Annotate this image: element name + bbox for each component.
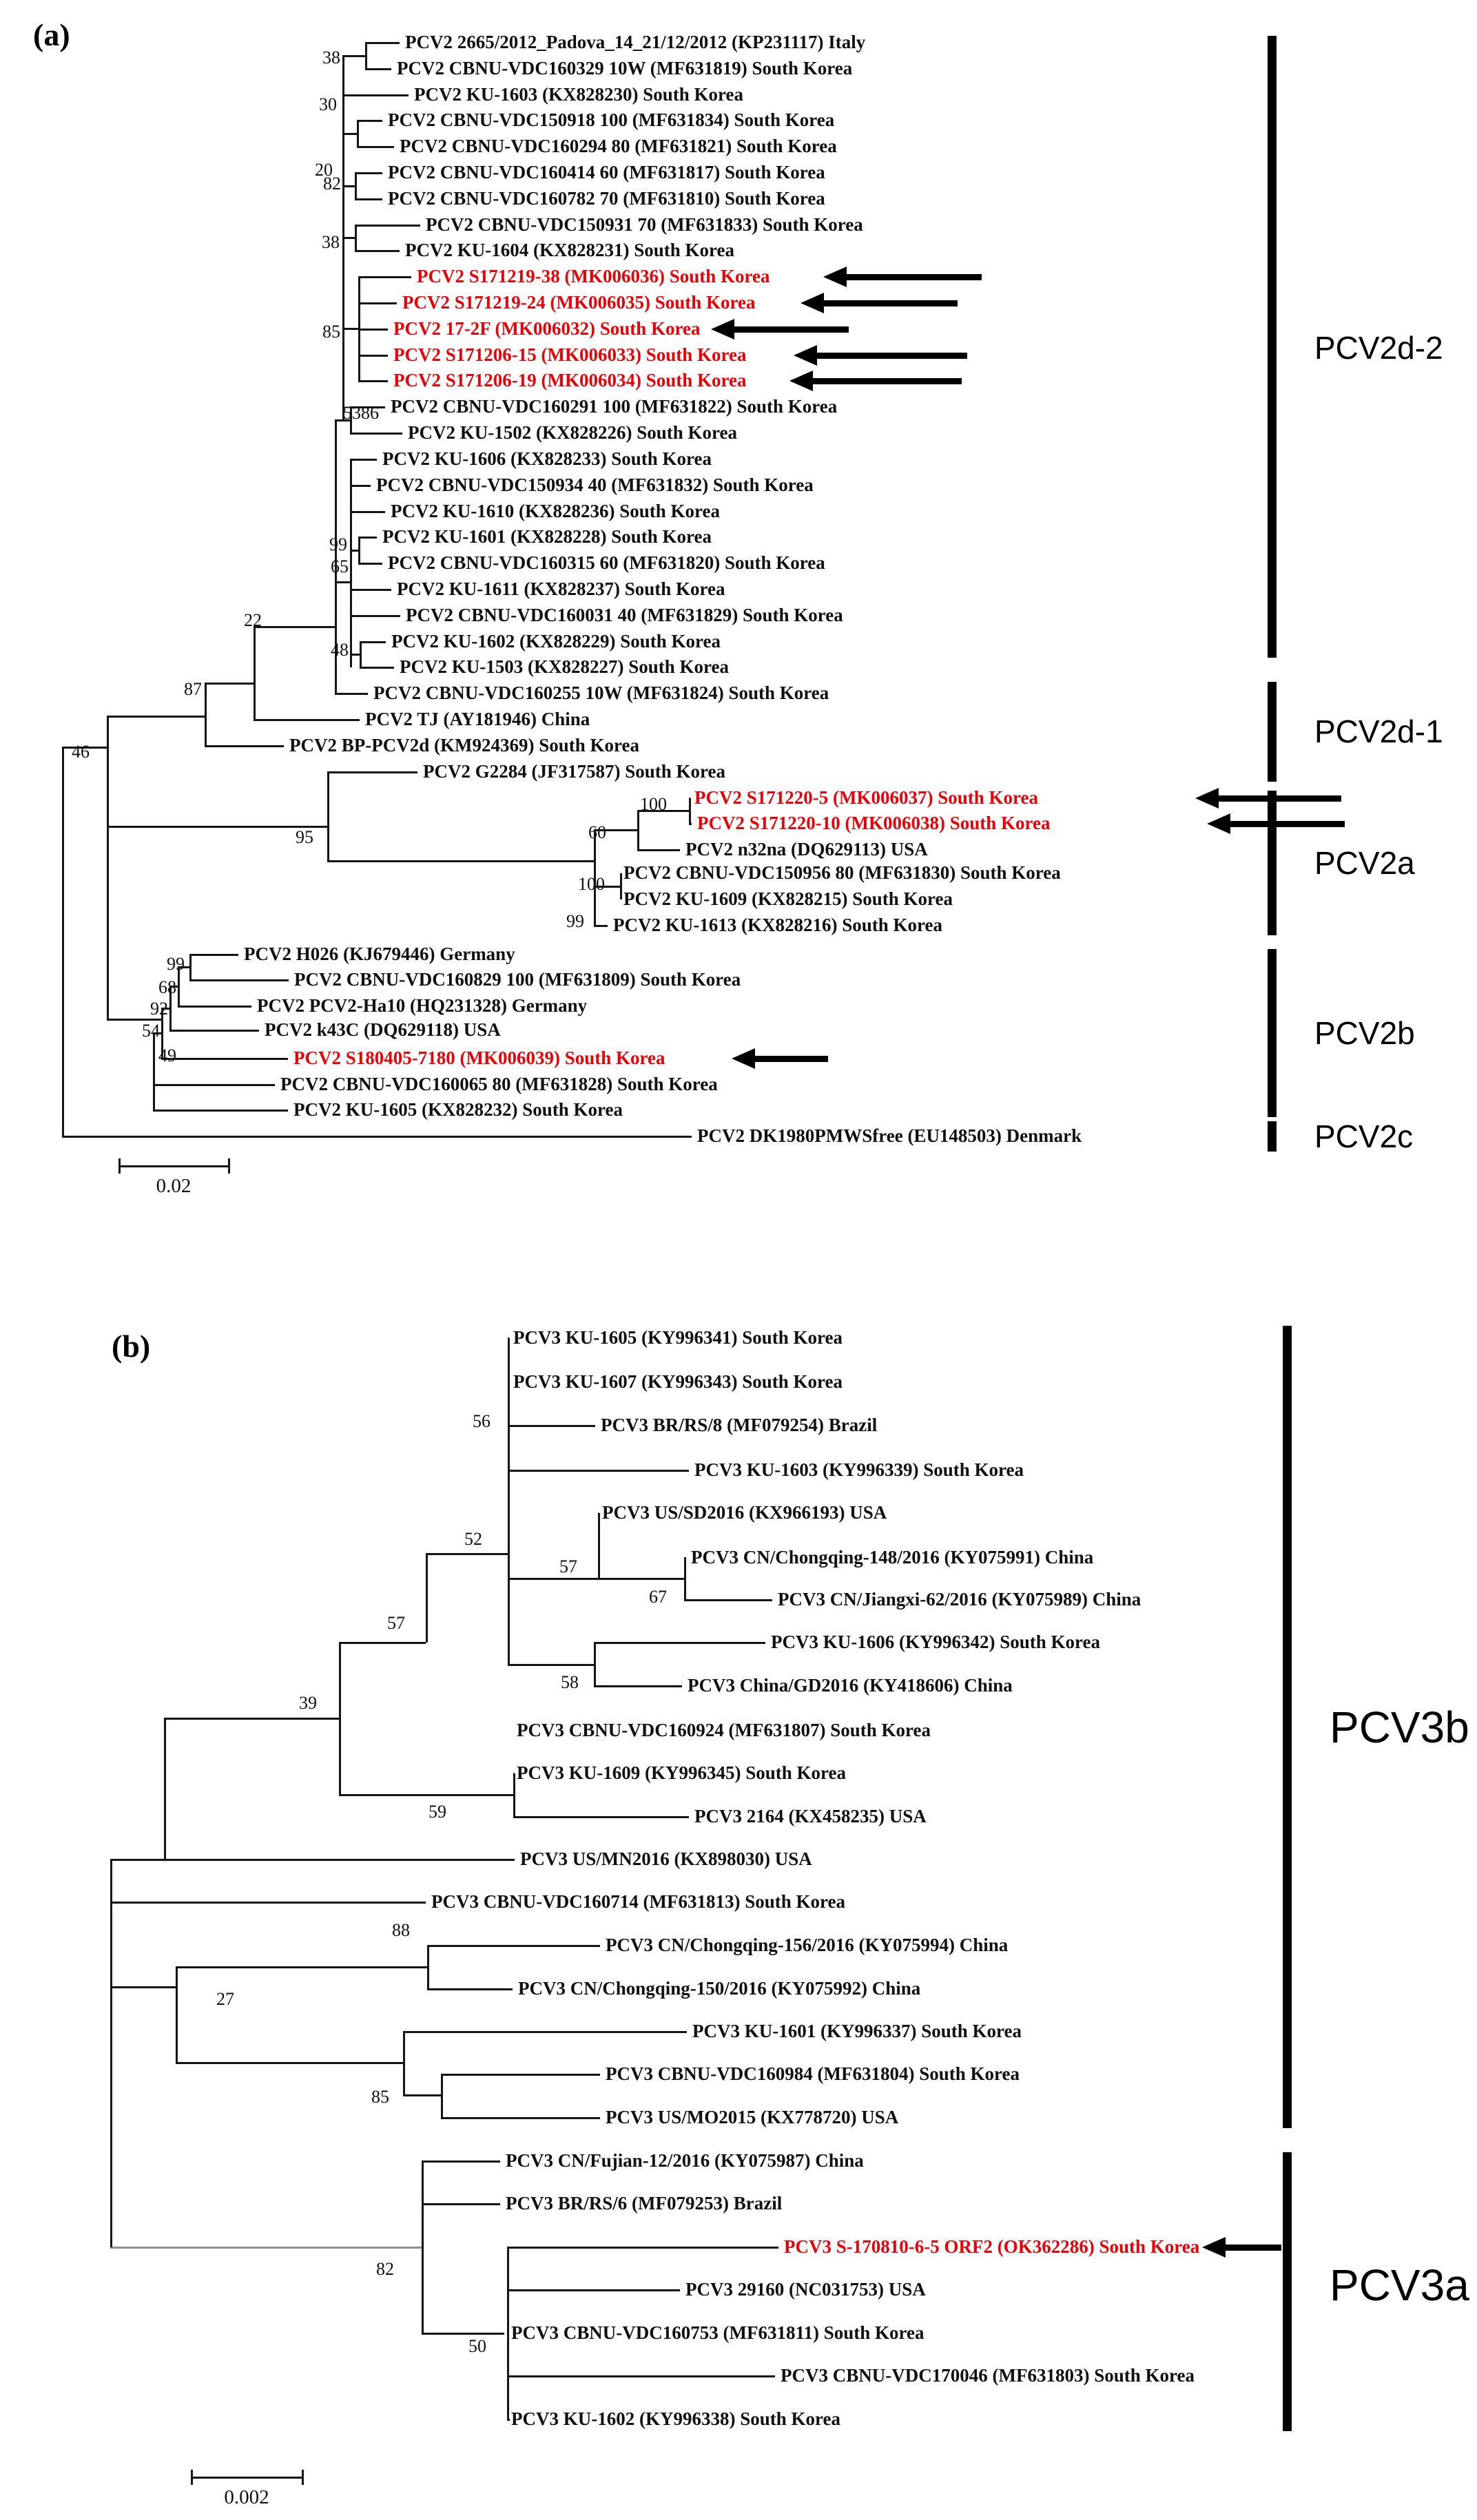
taxon-label: PCV2 CBNU-VDC150918 100 (MF631834) South Korea (388, 109, 835, 130)
tree-branch-hline (508, 1425, 595, 1427)
arrow-head (1207, 813, 1230, 834)
tree-branch-vline (422, 2161, 424, 2333)
taxon-label: PCV3 KU-1605 (KY996341) South Korea (513, 1326, 843, 1348)
bootstrap-value: 53 (343, 403, 361, 423)
tree-branch-vline (594, 1643, 596, 1686)
taxon-label: PCV3 US/MN2016 (KX898030) USA (520, 1848, 812, 1869)
taxon-label: PCV3 KU-1607 (KY996343) South Korea (513, 1371, 843, 1392)
bootstrap-value: 92 (150, 999, 168, 1019)
clade-label: PCV2a (1314, 845, 1415, 881)
arrow-shaft (1226, 2245, 1281, 2251)
scale-bar-tick (302, 2470, 304, 2485)
tree-branch-vline (507, 2247, 509, 2419)
bootstrap-value: 39 (299, 1693, 317, 1713)
bootstrap-value: 99 (566, 911, 584, 931)
clade-label: PCV2c (1314, 1118, 1414, 1154)
tree-branch-vline (357, 121, 359, 147)
tree-branch-hline (441, 2074, 600, 2076)
scale-bar (118, 1165, 229, 1167)
clade-label: PCV2d-2 (1314, 330, 1443, 366)
taxon-label-highlighted: PCV3 S-170810-6-5 ORF2 (OK362286) South Korea (784, 2236, 1200, 2257)
taxon-label: PCV3 KU-1606 (KY996342) South Korea (771, 1631, 1100, 1652)
tree-branch-vline (189, 955, 192, 980)
taxon-label: PCV2 CBNU-VDC150931 70 (MF631833) South Korea (426, 214, 863, 235)
tree-branch-hline (594, 1685, 682, 1687)
tree-branch-hline (422, 2333, 504, 2335)
arrow-head (1202, 2237, 1226, 2258)
taxon-label: PCV3 CN/Jiangxi-62/2016 (KY075989) China (778, 1588, 1142, 1610)
tree-branch-vline (426, 1554, 428, 1643)
taxon-label: PCV2 CBNU-VDC160294 80 (MF631821) South Korea (400, 135, 837, 156)
tree-branch-hline (339, 1794, 513, 1796)
tree-branch-hline (684, 1599, 772, 1601)
tree-branch-hline (637, 849, 680, 851)
arrow-head (801, 293, 824, 313)
bootstrap-value: 46 (72, 742, 90, 762)
tree-branch-vline (508, 1338, 510, 1665)
tree-branch-hline (365, 42, 400, 44)
taxon-label: PCV3 2164 (KX458235) USA (694, 1805, 927, 1826)
bootstrap-value: 57 (559, 1556, 577, 1576)
tree-branch-hline (403, 2094, 441, 2096)
taxon-label: PCV3 KU-1602 (KY996338) South Korea (511, 2408, 840, 2429)
tree-branch-hline (358, 276, 411, 278)
tree-branch-vline (62, 747, 64, 1136)
taxon-label-highlighted: PCV2 S171206-19 (MK006034) South Korea (393, 369, 747, 391)
arrow-shaft (1230, 821, 1345, 827)
tree-branch-hline (335, 581, 350, 583)
tree-branch-vline (358, 537, 360, 563)
tree-branch-hline (110, 1859, 164, 1861)
tree-branch-hline (594, 925, 608, 927)
tree-branch-hline (350, 589, 391, 591)
tree-branch-hline (342, 328, 358, 330)
tree-branch-vline (342, 56, 344, 420)
taxon-label: PCV2 KU-1613 (KX828216) South Korea (613, 914, 942, 935)
tree-branch-hline (327, 860, 594, 862)
scale-bar-tick (191, 2470, 193, 2485)
arrow-head (711, 319, 734, 340)
taxon-label: PCV3 CBNU-VDC160924 (MF631807) South Korea (517, 1719, 931, 1740)
taxon-label: PCV3 CN/Chongqing-156/2016 (KY075994) China (606, 1934, 1009, 1955)
tree-branch-hline (426, 1553, 508, 1555)
tree-branch-hline (507, 2247, 778, 2249)
clade-label: PCV3b (1330, 1702, 1469, 1752)
taxon-label: PCV2 CBNU-VDC160414 60 (MF631817) South Korea (388, 161, 825, 183)
tree-branch-hline (441, 2117, 600, 2119)
bootstrap-value: 87 (184, 679, 202, 699)
tree-branch-hline (422, 2160, 500, 2163)
bootstrap-value: 99 (167, 954, 185, 974)
tree-branch-hline (205, 745, 284, 747)
tree-branch-hline (358, 380, 388, 382)
tree-branch-vline (598, 1513, 600, 1579)
taxon-label: PCV2 TJ (AY181946) China (365, 708, 590, 729)
tree-branch-hline (427, 1988, 513, 1990)
bootstrap-value: 67 (649, 1587, 667, 1607)
clade-bracket-bar (1283, 2152, 1292, 2431)
taxon-label: PCV3 KU-1601 (KY996337) South Korea (692, 2020, 1022, 2041)
tree-branch-hline (107, 716, 205, 718)
taxon-label: PCV3 KU-1603 (KY996339) South Korea (694, 1459, 1024, 1480)
taxon-label: PCV2 BP-PCV2d (KM924369) South Korea (289, 734, 639, 756)
tree-branch-hline (422, 2203, 500, 2205)
bootstrap-value: 20 (315, 160, 333, 180)
bootstrap-value: 50 (468, 2336, 486, 2356)
tree-branch-vline (110, 1860, 112, 2247)
bootstrap-value: 38 (322, 48, 340, 67)
tree-branch-vline (355, 173, 357, 199)
taxon-label: PCV3 CBNU-VDC160984 (MF631804) South Korea (606, 2063, 1020, 2084)
pointer-arrow-icon (1202, 2237, 1281, 2258)
tree-branch-vline (513, 1773, 515, 1817)
taxon-label: PCV2 KU-1604 (KX828231) South Korea (405, 239, 734, 260)
panel-a-label: (a) (33, 17, 70, 52)
tree-branch-hline (350, 485, 371, 487)
taxon-label-highlighted: PCV2 17-2F (MK006032) South Korea (393, 317, 701, 339)
bootstrap-value: 48 (331, 640, 349, 660)
tree-branch-hline (355, 172, 382, 174)
bootstrap-value: 59 (428, 1802, 446, 1822)
tree-branch-hline (507, 2289, 680, 2291)
arrow-shaft (847, 274, 982, 280)
tree-branch-hline (189, 979, 289, 981)
taxon-label: PCV3 29160 (NC031753) USA (685, 2278, 926, 2300)
tree-branch-hline (513, 1816, 689, 1818)
tree-branch-hline (350, 615, 400, 617)
bootstrap-value: 65 (331, 556, 349, 576)
taxon-label: PCV2 2665/2012_Padova_14_21/12/2012 (KP231117) Italy (405, 31, 866, 52)
tree-branch-vline (153, 1033, 155, 1110)
taxon-label: PCV3 CBNU-VDC170046 (MF631803) South Korea (781, 2364, 1195, 2386)
scale-bar-value: 0.02 (156, 1175, 192, 1197)
arrow-head (1195, 788, 1219, 809)
taxon-label: PCV3 BR/RS/8 (MF079254) Brazil (601, 1414, 878, 1435)
taxon-label: PCV2 CBNU-VDC150956 80 (MF631830) South Korea (623, 862, 1061, 883)
taxon-label: PCV2 KU-1601 (KX828228) South Korea (382, 525, 712, 547)
panel-b-label: (b) (112, 1329, 151, 1364)
clade-bracket-bar (1268, 682, 1277, 782)
tree-branch-hline (339, 1642, 426, 1644)
tree-branch-hline (164, 1718, 339, 1720)
tree-branch-hline (350, 459, 377, 461)
tree-branch-hline (365, 68, 391, 70)
arrow-head (823, 267, 847, 287)
clade-label: PCV3a (1330, 2260, 1469, 2310)
taxon-label: PCV2 KU-1606 (KX828233) South Korea (382, 448, 712, 469)
tree-branch-hline (355, 250, 400, 252)
scale-bar-tick (118, 1158, 121, 1174)
tree-branch-hline (254, 626, 335, 628)
taxon-label: PCV2 CBNU-VDC160031 40 (MF631829) South Korea (406, 604, 843, 625)
bootstrap-value: 27 (216, 1989, 234, 2009)
tree-branch-hline (427, 1945, 600, 1947)
tree-branch-hline (357, 120, 382, 122)
tree-branch-hline (178, 1006, 251, 1008)
clade-bracket-bar (1268, 949, 1277, 1117)
bootstrap-value: 22 (244, 610, 262, 630)
taxon-label: PCV2 KU-1605 (KX828232) South Korea (293, 1098, 623, 1120)
tree-branch-hline (327, 771, 417, 773)
tree-branch-vline (620, 873, 622, 899)
tree-branch-vline (427, 1946, 429, 1989)
tree-branch-hline (110, 2247, 422, 2249)
taxon-label: PCV3 China/GD2016 (KY418606) China (688, 1674, 1013, 1696)
tree-branch-vline (107, 716, 109, 1019)
tree-branch-hline (107, 826, 327, 828)
tree-branch-vline (637, 811, 639, 850)
tree-branch-hline (110, 1902, 426, 1904)
tree-branch-vline (205, 683, 207, 746)
tree-branch-hline (164, 1859, 515, 1861)
bootstrap-value: 99 (329, 534, 347, 554)
arrow-shaft (1219, 795, 1341, 802)
tree-branch-vline (164, 1718, 166, 1860)
tree-branch-vline (254, 627, 256, 720)
tree-branch-vline (339, 1643, 341, 1795)
tree-branch-hline (360, 667, 394, 669)
taxon-label: PCV2 CBNU-VDC160329 10W (MF631819) South Korea (397, 57, 853, 79)
taxon-label: PCV2 CBNU-VDC160782 70 (MF631810) South Korea (388, 187, 825, 209)
tree-branch-hline (358, 302, 397, 304)
pointer-arrow-icon (789, 371, 962, 391)
tree-branch-hline (508, 1470, 689, 1472)
tree-branch-hline (358, 537, 377, 539)
tree-branch-hline (598, 1578, 684, 1580)
tree-branch-vline (350, 459, 352, 667)
tree-branch-vline (360, 642, 362, 667)
bootstrap-value: 88 (392, 1920, 410, 1940)
tree-branch-vline (684, 1558, 686, 1600)
bootstrap-value: 86 (361, 403, 379, 423)
clade-bracket-bar (1268, 791, 1277, 935)
bootstrap-value: 54 (142, 1021, 160, 1041)
bootstrap-value: 49 (158, 1045, 176, 1065)
taxon-label: PCV3 BR/RS/6 (MF079253) Brazil (506, 2192, 783, 2214)
tree-branch-hline (153, 1084, 275, 1086)
scale-bar-tick (228, 1158, 230, 1174)
bootstrap-value: 85 (322, 322, 340, 342)
bootstrap-value: 58 (561, 1672, 579, 1692)
bootstrap-value: 100 (640, 794, 667, 814)
taxon-label-highlighted: PCV2 S171206-15 (MK006033) South Korea (393, 344, 747, 365)
bootstrap-value: 100 (578, 874, 605, 894)
taxon-label: PCV2 KU-1609 (KX828215) South Korea (623, 888, 953, 909)
tree-branch-hline (358, 329, 388, 331)
taxon-label: PCV3 KU-1609 (KY996345) South Korea (517, 1762, 846, 1783)
bootstrap-value: 82 (323, 174, 341, 194)
pointer-arrow-icon (794, 345, 967, 366)
taxon-label: PCV2 CBNU-VDC160255 10W (MF631824) South Korea (373, 682, 829, 703)
taxon-label: PCV2 H026 (KJ679446) Germany (244, 943, 515, 964)
tree-branch-hline (176, 1966, 427, 1968)
bootstrap-value: 56 (473, 1411, 490, 1431)
taxon-label: PCV3 CN/Chongqing-148/2016 (KY075991) China (691, 1546, 1094, 1568)
taxon-label: PCV2 KU-1610 (KX828236) South Korea (391, 500, 720, 521)
taxon-label: PCV2 KU-1502 (KX828226) South Korea (408, 421, 737, 443)
taxon-label-highlighted: PCV2 S171219-24 (MK006035) South Korea (402, 291, 756, 313)
tree-branch-hline (357, 146, 394, 148)
tree-branch-hline (350, 433, 402, 435)
arrow-shaft (734, 326, 849, 333)
arrow-head (789, 371, 813, 391)
taxon-label: PCV2 PCV2-Ha10 (HQ231328) Germany (257, 995, 588, 1016)
taxon-label-highlighted: PCV2 S171220-5 (MK006037) South Korea (694, 787, 1038, 808)
bootstrap-value: 30 (319, 94, 337, 114)
taxon-label: PCV2 CBNU-VDC160315 60 (MF631820) South Korea (388, 552, 825, 573)
arrow-shaft (817, 353, 967, 359)
scale-bar-value: 0.002 (224, 2486, 269, 2508)
tree-branch-hline (342, 94, 409, 96)
taxon-label: PCV2 k43C (DQ629118) USA (265, 1019, 501, 1040)
taxon-label: PCV3 CN/Chongqing-150/2016 (KY075992) China (518, 1977, 921, 1999)
tree-branch-vline (365, 43, 367, 69)
tree-branch-hline (205, 683, 254, 685)
pointer-arrow-icon (732, 1048, 828, 1069)
tree-branch-hline (110, 1986, 176, 1988)
bootstrap-value: 68 (158, 977, 176, 997)
taxon-label: PCV2 KU-1503 (KX828227) South Korea (400, 656, 729, 677)
tree-branch-vline (355, 225, 357, 251)
tree-branch-hline (342, 55, 365, 57)
tree-branch-vline (689, 798, 691, 824)
clade-bracket-bar (1268, 1121, 1277, 1152)
bootstrap-value: 52 (464, 1529, 482, 1549)
clade-bracket-bar (1283, 1326, 1292, 2128)
taxon-label-highlighted: PCV2 S171219-38 (MK006036) South Korea (417, 265, 770, 287)
taxon-label: PCV2 KU-1603 (KX828230) South Korea (414, 83, 743, 105)
arrow-head (732, 1048, 755, 1069)
tree-branch-hline (176, 2062, 403, 2064)
clade-label: PCV2b (1314, 1015, 1415, 1051)
tree-branch-hline (153, 1110, 288, 1112)
arrow-shaft (824, 300, 958, 306)
taxon-label: PCV3 CN/Fujian-12/2016 (KY075987) China (506, 2149, 864, 2171)
bootstrap-value: 82 (376, 2259, 394, 2279)
taxon-label: PCV2 CBNU-VDC160065 80 (MF631828) South Korea (280, 1073, 718, 1094)
tree-branch-hline (335, 693, 368, 695)
tree-branch-hline (508, 1664, 594, 1666)
taxon-label: PCV2 DK1980PMWSfree (EU148503) Denmark (697, 1125, 1082, 1146)
bootstrap-value: 60 (588, 822, 606, 842)
tree-branch-vline (441, 2074, 443, 2118)
taxon-label: PCV2 n32na (DQ629113) USA (685, 838, 928, 860)
tree-branch-hline (350, 511, 385, 513)
tree-branch-vline (358, 277, 360, 381)
taxon-label: PCV2 KU-1611 (KX828237) South Korea (397, 578, 725, 599)
pointer-arrow-icon (801, 293, 958, 313)
arrow-head (794, 345, 817, 366)
taxon-label: PCV3 US/SD2016 (KX966193) USA (602, 1501, 887, 1523)
tree-branch-hline (360, 641, 386, 643)
bootstrap-value: 57 (387, 1613, 405, 1633)
taxon-label-highlighted: PCV2 S180405-7180 (MK006039) South Korea (293, 1047, 665, 1068)
taxon-label: PCV2 KU-1602 (KX828229) South Korea (391, 630, 721, 652)
scale-bar (191, 2477, 303, 2479)
tree-branch-hline (169, 1030, 259, 1032)
arrow-shaft (813, 378, 962, 384)
tree-branch-hline (342, 133, 357, 135)
taxon-label: PCV3 CBNU-VDC160714 (MF631813) South Korea (431, 1891, 845, 1912)
tree-branch-hline (62, 1136, 692, 1138)
arrow-shaft (755, 1056, 828, 1062)
tree-branch-hline (594, 1642, 765, 1644)
clade-bracket-bar (1268, 36, 1277, 658)
tree-branch-hline (358, 563, 382, 565)
tree-branch-vline (403, 2032, 405, 2095)
bootstrap-value: 85 (371, 2087, 389, 2107)
tree-branch-hline (161, 1058, 288, 1060)
taxon-label: PCV2 CBNU-VDC150934 40 (MF631832) South Korea (376, 474, 814, 495)
bootstrap-value: 95 (296, 827, 313, 847)
tree-branch-vline (327, 772, 329, 861)
pointer-arrow-icon (711, 319, 849, 340)
tree-branch-hline (254, 719, 360, 721)
tree-branch-hline (189, 954, 238, 956)
tree-branch-hline (355, 198, 382, 200)
tree-branch-hline (507, 2375, 775, 2377)
tree-branch-hline (508, 1578, 598, 1580)
tree-branch-hline (355, 225, 420, 227)
pointer-arrow-icon (823, 267, 982, 287)
taxon-label: PCV2 G2284 (JF317587) South Korea (423, 760, 725, 782)
bootstrap-value: 38 (322, 232, 340, 252)
clade-label: PCV2d-1 (1314, 714, 1443, 749)
taxon-label: PCV2 CBNU-VDC160829 100 (MF631809) South Korea (294, 968, 741, 990)
taxon-label-highlighted: PCV2 S171220-10 (MK006038) South Korea (697, 812, 1051, 833)
tree-branch-vline (176, 1967, 178, 2063)
taxon-label: PCV3 CBNU-VDC160753 (MF631811) South Korea (511, 2322, 925, 2343)
taxon-label: PCV3 US/MO2015 (KX778720) USA (606, 2106, 899, 2127)
tree-branch-hline (403, 2031, 687, 2033)
taxon-label: PCV2 CBNU-VDC160291 100 (MF631822) South Korea (391, 395, 838, 417)
tree-branch-hline (358, 355, 388, 357)
